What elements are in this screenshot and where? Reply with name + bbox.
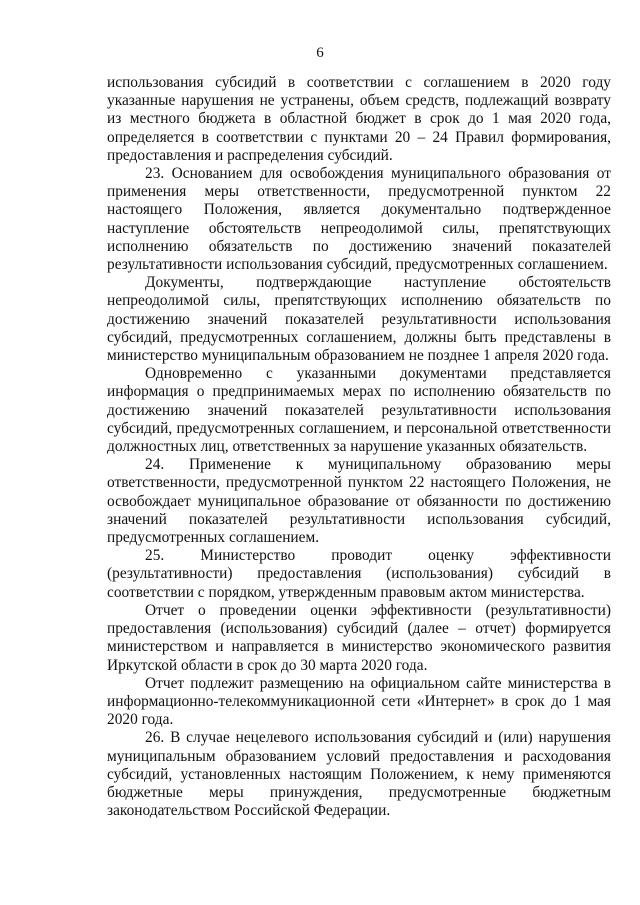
- paragraph-publication: Отчет подлежит размещению на официальном сайте министерства в информационно-телекоммуникационной сети «Интернет» в срок до 1 мая 2020 года.: [107, 674, 611, 729]
- paragraph-report: Отчет о проведении оценки эффективности (результативности) предоставления (использования) субсидий (далее – отчет) формируется министерством и направляется в министерство экономического развития Иркутской области в срок до 30 марта 2020 года.: [107, 601, 611, 674]
- paragraph-23: 23. Основанием для освобождения муниципального образования от применения меры ответственности, предусмотренной пунктом 22 настоящего Положения, является документально подтвержденное наступление обстоятельств непреодолимой силы, препятствующих исполнению обязательств по достижению значений показателей результативности использования субсидий, предусмотренных соглашением.: [107, 165, 611, 274]
- paragraph-continuation: использования субсидий в соответствии с соглашением в 2020 году указанные нарушения не устранены, объем средств, подлежащий возврату из местного бюджета в областной бюджет в срок до 1 мая 2020 года, определяется в соответствии с пунктами 20 – 24 Правил формирования, предоставления и распределения субсидий.: [107, 74, 611, 164]
- document-body: [107, 74, 611, 820]
- paragraph-24: 24. Применение к муниципальному образованию меры ответственности, предусмотренной пунктом 22 настоящего Положения, не освобождает муниципальное образование от обязанности по достижению значений показателей результативности использования субсидий, предусмотренных соглашением.: [107, 456, 611, 547]
- paragraph-26: 26. В случае нецелевого использования субсидий и (или) нарушения муниципальным образованием условий предоставления и расходования субсидий, установленных настоящим Положением, к нему применяются бюджетные меры принуждения, предусмотренные бюджетным законодательством Российской Федерации.: [107, 729, 611, 820]
- page-number: 6: [316, 45, 324, 61]
- paragraph-25: 25. Министерство проводит оценку эффективности (результативности) предоставления (использования) субсидий в соответствии с порядком, утвержденным правовым актом министерства.: [107, 547, 611, 601]
- paragraph-information: Одновременно с указанными документами представляется информация о предпринимаемых мерах по исполнению обязательств по достижению значений показателей результативности использования субсидий, предусмотренных соглашением, и персональной ответственности должностных лиц, ответственных за нарушение указанных обязательств.: [107, 365, 611, 456]
- paragraph-documents: Документы, подтверждающие наступление обстоятельств непреодолимой силы, препятствующих исполнению обязательств по достижению значений показателей результативности использования субсидий, предусмотренных соглашением, должны быть представлены в министерство муниципальным образованием не позднее 1 апреля 2020 года.: [107, 274, 611, 365]
